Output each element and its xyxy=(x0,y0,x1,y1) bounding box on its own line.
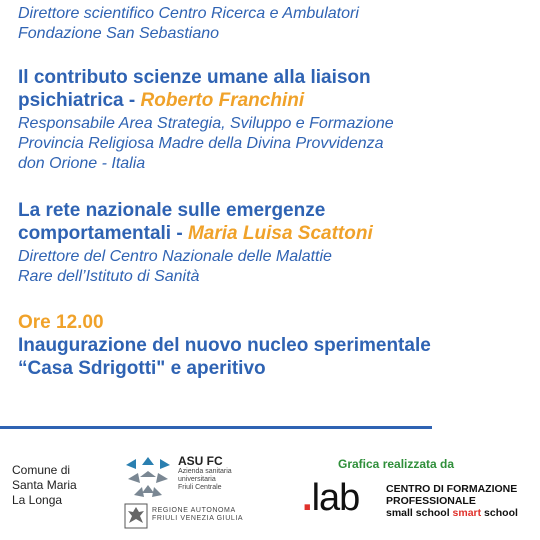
lab-logo-word: lab xyxy=(311,477,360,519)
lab-logo xyxy=(302,478,359,518)
affiliation-line: Direttore del Centro Nazionale delle Malattie xyxy=(18,248,332,265)
region-eagle-icon xyxy=(124,503,148,529)
affiliation-line: don Orione - Italia xyxy=(18,155,146,172)
region-line: FRIULI VENEZIA GIULIA xyxy=(152,515,244,522)
talk-title: Il contributo scienze umane alla liaison xyxy=(18,67,371,88)
region-text xyxy=(152,507,243,523)
affiliation-line: Direttore scientifico Centro Ricerca e Ambulatori xyxy=(18,5,359,22)
talk-title xyxy=(18,89,532,112)
talk-block xyxy=(18,66,532,174)
speaker-name: Roberto Franchini xyxy=(140,90,305,111)
talk-title xyxy=(18,222,532,245)
talk-title-text: psichiatrica - xyxy=(18,90,141,111)
closing-title: Inaugurazione del nuovo nucleo sperimentale xyxy=(18,335,431,356)
lab-tagline-c: school xyxy=(481,507,518,519)
lab-school-text xyxy=(386,483,518,519)
closing-title: “Casa Sdrigotti" e aperitivo xyxy=(18,358,266,379)
comune-line: Santa Maria xyxy=(12,478,77,492)
talk-title: La rete nazionale sulle emergenze xyxy=(18,200,326,221)
affiliation-line: Rare dell’Istituto di Sanità xyxy=(18,268,200,285)
lab-tagline-smart: smart xyxy=(452,507,482,519)
talk-block xyxy=(18,199,532,287)
comune-line: La Longa xyxy=(12,493,63,507)
divider-line xyxy=(0,426,432,429)
closing-block xyxy=(18,311,532,380)
affiliation-line: Fondazione San Sebastiano xyxy=(18,25,220,42)
closing-time: Ore 12.00 xyxy=(18,312,104,333)
region-line: REGIONE AUTONOMA xyxy=(152,507,236,514)
asu-logo-icon xyxy=(124,455,172,499)
lab-line: CENTRO DI FORMAZIONE xyxy=(386,483,518,495)
asu-text xyxy=(178,455,232,492)
comune-line: Comune di xyxy=(12,463,71,477)
asu-line: Azienda sanitaria xyxy=(178,468,232,475)
speaker-name: Maria Luisa Scattoni xyxy=(187,223,373,244)
graphics-credit: Grafica realizzata da xyxy=(338,457,455,471)
lab-line: PROFESSIONALE xyxy=(386,495,476,507)
lab-tagline xyxy=(386,507,518,519)
lab-tagline-a: small school xyxy=(386,507,453,519)
top-affiliation xyxy=(18,4,532,44)
asu-line: Friuli Centrale xyxy=(178,484,222,491)
asu-line: universitaria xyxy=(178,476,216,483)
talk-title-text: comportamentali - xyxy=(18,223,188,244)
comune-label xyxy=(12,463,77,508)
lab-logo-dot: . xyxy=(302,477,312,519)
affiliation-line: Responsabile Area Strategia, Sviluppo e Formazione xyxy=(18,115,394,132)
asu-name: ASU FC xyxy=(178,454,223,468)
affiliation-line: Provincia Religiosa Madre della Divina Provvidenza xyxy=(18,135,384,152)
